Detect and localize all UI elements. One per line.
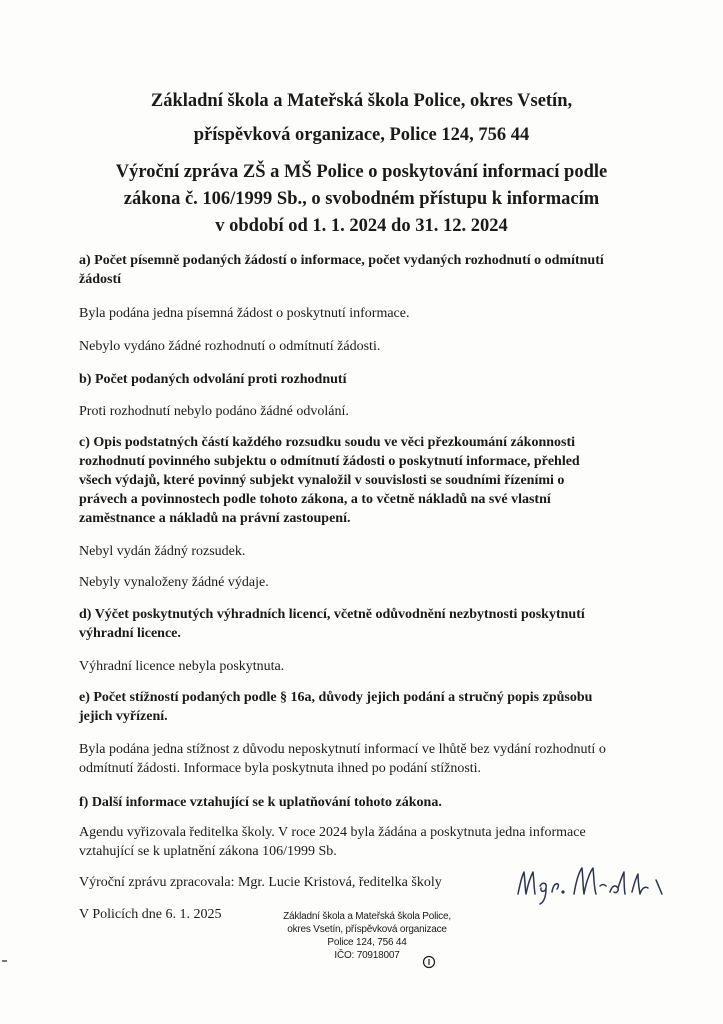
school-name-line: Základní škola a Mateřská škola Police, okres Vsetín, — [150, 91, 573, 111]
section-e-paragraph-line: Byla podána jedna stížnost z důvodu neposkytnutí informací ve lhůtě bez vydání rozhodnutí o — [79, 742, 606, 757]
report-title-line-3: v období od 1. 1. 2024 do 31. 12. 2024 — [215, 216, 508, 236]
section-f-paragraph-line: vztahující se k uplatnění zákona 106/1999 Sb. — [79, 844, 337, 859]
section-c-paragraph-2: Nebyly vynaloženy žádné výdaje. — [79, 575, 269, 590]
section-e-heading-line: jejich vyřízení. — [79, 709, 168, 724]
section-f-paragraph-line: Agendu vyřizovala ředitelka školy. V roce 2024 byla žádána a poskytnuta jedna informace — [79, 825, 586, 840]
section-c-heading-line: všech výdajů, které povinný subjekt vynaložil v souvislosti se soudními řízeními o — [79, 473, 565, 488]
section-a-paragraph-2: Nebylo vydáno žádné rozhodnutí o odmítnutí žádosti. — [79, 339, 381, 354]
stamp-line: Základní škola a Mateřská škola Police, — [283, 911, 451, 922]
section-a-paragraph-1: Byla podána jedna písemná žádost o poskytnutí informace. — [79, 306, 410, 321]
section-e-heading — [79, 688, 659, 726]
stamp-line: Police 124, 756 44 — [327, 937, 407, 948]
section-c-heading-line: c) Opis podstatných částí každého rozsudku soudu ve věci přezkoumání zákonnosti — [79, 435, 576, 450]
section-a-heading-line: a) Počet písemně podaných žádostí o informace, počet vydaných rozhodnutí o odmítnutí — [79, 253, 604, 268]
place-date-line: V Policích dne 6. 1. 2025 — [79, 907, 222, 922]
report-title-line-2: zákona č. 106/1999 Sb., o svobodném přístupu k informacím — [123, 189, 600, 209]
section-f-paragraph-1 — [79, 823, 659, 861]
scan-edge-mark — [2, 960, 7, 962]
section-c-paragraph-1: Nebyl vydán žádný rozsudek. — [79, 544, 246, 559]
section-c-heading-line: zaměstnance a nákladů na právní zastoupení. — [79, 511, 351, 526]
section-d-heading-line: výhradní licence. — [79, 626, 181, 641]
signature-mark — [512, 858, 692, 906]
section-a-heading — [79, 251, 659, 289]
section-d-heading-line: d) Výčet poskytnutých výhradních licencí, včetně odůvodnění nezbytnosti poskytnutí — [79, 607, 585, 622]
stamp-line: IČO: 70918007 — [334, 950, 400, 961]
stamp-line: okres Vsetín, příspěvková organizace — [287, 924, 447, 935]
section-e-paragraph-line: odmítnutí žádosti. Informace byla poskytnuta ihned po podání stížnosti. — [79, 761, 482, 776]
section-c-heading-line: právech a povinnostech podle tohoto zákona, a to včetně nákladů na své vlastní — [79, 492, 551, 507]
section-f-heading: f) Další informace vztahující se k uplatňování tohoto zákona. — [79, 795, 442, 810]
section-c-heading — [79, 433, 659, 528]
stamp-emblem-icon — [422, 955, 436, 969]
section-d-paragraph-1: Výhradní licence nebyla poskytnuta. — [79, 659, 285, 674]
section-e-paragraph-1 — [79, 740, 659, 778]
section-a-heading-line: žádostí — [79, 272, 121, 287]
school-address-line: příspěvková organizace, Police 124, 756 44 — [193, 125, 530, 145]
section-e-heading-line: e) Počet stížností podaných podle § 16a, důvody jejich podání a stručný popis způsobu — [79, 690, 593, 705]
section-d-heading — [79, 605, 659, 643]
report-title-line-1: Výroční zpráva ZŠ a MŠ Police o poskytování informací podle — [115, 162, 608, 182]
section-b-heading: b) Počet podaných odvolání proti rozhodnutí — [79, 372, 347, 387]
section-c-heading-line: rozhodnutí povinného subjektu o odmítnutí žádosti o poskytnutí informace, přehled — [79, 454, 580, 469]
prepared-by-line: Výroční zprávu zpracovala: Mgr. Lucie Kristová, ředitelka školy — [79, 875, 442, 890]
section-b-paragraph-1: Proti rozhodnutí nebylo podáno žádné odvolání. — [79, 404, 349, 419]
